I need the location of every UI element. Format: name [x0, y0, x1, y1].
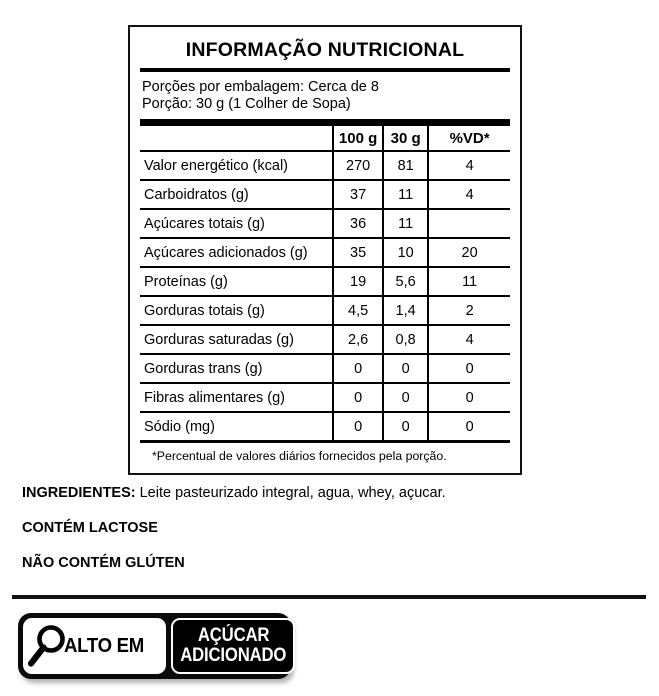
- value-percent-vd: [428, 209, 510, 238]
- portion-size: Porção: 30 g (1 Colher de Sopa): [142, 96, 351, 112]
- daily-value-footnote: *Percentual de valores diários fornecidos pela porção.: [152, 449, 447, 463]
- column-header-per-30g: 30 g: [383, 126, 428, 151]
- allergen-claim-lactose: CONTÉM LACTOSE: [22, 520, 158, 536]
- value-per-30g: 10: [383, 238, 428, 267]
- value-per-100g: 4,5: [333, 296, 383, 325]
- nutrient-name: Açúcares totais (g): [140, 209, 333, 238]
- value-per-30g: 0: [383, 383, 428, 412]
- value-percent-vd: 4: [428, 325, 510, 354]
- nutrient-name: Sódio (mg): [140, 412, 333, 442]
- value-percent-vd: 11: [428, 267, 510, 296]
- ingredients-text: Leite pasteurizado integral, agua, whey, açucar.: [135, 485, 446, 501]
- table-row: [140, 238, 510, 267]
- value-per-100g: 0: [333, 412, 383, 442]
- seal-qualifier-label: ADICIONADO: [180, 645, 287, 666]
- value-per-100g: 37: [333, 180, 383, 209]
- value-per-100g: 270: [333, 151, 383, 180]
- value-per-100g: 35: [333, 238, 383, 267]
- nutrient-name: Proteínas (g): [140, 267, 333, 296]
- nutrient-name: Gorduras totais (g): [140, 296, 333, 325]
- ingredients-label: INGREDIENTES:: [22, 485, 136, 501]
- nutrient-name: Carboidratos (g): [140, 180, 333, 209]
- value-percent-vd: 2: [428, 296, 510, 325]
- table-row: [140, 180, 510, 209]
- nutrient-name: Açúcares adicionados (g): [140, 238, 333, 267]
- value-per-100g: 0: [333, 383, 383, 412]
- value-percent-vd: 4: [428, 180, 510, 209]
- page-title: INFORMAÇÃO NUTRICIONAL: [185, 39, 465, 61]
- nutrient-name: Gorduras saturadas (g): [140, 325, 333, 354]
- value-per-30g: 1,4: [383, 296, 428, 325]
- ingredients-line: [22, 484, 622, 502]
- ingredients-section: [22, 484, 622, 589]
- value-per-30g: 5,6: [383, 267, 428, 296]
- nutrition-table-body: [140, 151, 510, 442]
- nutrient-name: Gorduras trans (g): [140, 354, 333, 383]
- table-row: [140, 412, 510, 442]
- value-per-100g: 19: [333, 267, 383, 296]
- value-per-100g: 36: [333, 209, 383, 238]
- column-header-percent-vd: %VD*: [428, 126, 510, 151]
- value-per-30g: 81: [383, 151, 428, 180]
- allergen-claim-gluten: NÃO CONTÉM GLÚTEN: [22, 555, 185, 571]
- table-row: [140, 296, 510, 325]
- column-header-nutrient: [140, 126, 333, 151]
- serving-info: [140, 78, 510, 119]
- section-divider: [12, 595, 646, 599]
- nutrient-name: Fibras alimentares (g): [140, 383, 333, 412]
- column-header-per-100g: 100 g: [333, 126, 383, 151]
- value-per-30g: 0: [383, 412, 428, 442]
- value-percent-vd: 20: [428, 238, 510, 267]
- value-per-30g: 0: [383, 354, 428, 383]
- seal-left-label: ALTO EM: [64, 634, 145, 657]
- servings-per-package: Porções por embalagem: Cerca de 8: [142, 79, 379, 95]
- nutrition-table: [140, 126, 510, 443]
- value-percent-vd: 0: [428, 354, 510, 383]
- value-per-100g: 0: [333, 354, 383, 383]
- table-row: [140, 267, 510, 296]
- title-underline: [140, 68, 510, 72]
- value-per-30g: 11: [383, 209, 428, 238]
- value-percent-vd: 4: [428, 151, 510, 180]
- nutrition-facts-panel: [128, 25, 522, 475]
- table-row: [140, 209, 510, 238]
- table-top-bar: [140, 119, 510, 126]
- seal-left-pill: [23, 618, 166, 674]
- nutrient-name: Valor energético (kcal): [140, 151, 333, 180]
- table-row: [140, 325, 510, 354]
- value-per-30g: 0,8: [383, 325, 428, 354]
- seal-right-pill: [171, 618, 295, 674]
- value-percent-vd: 0: [428, 412, 510, 442]
- table-row: [140, 151, 510, 180]
- value-per-30g: 11: [383, 180, 428, 209]
- magnifying-glass-icon: [27, 623, 67, 669]
- high-in-added-sugar-warning-seal: [18, 613, 291, 679]
- value-per-100g: 2,6: [333, 325, 383, 354]
- seal-nutrient-label: AÇÚCAR: [197, 625, 269, 646]
- table-row: [140, 354, 510, 383]
- table-header-row: [140, 126, 510, 151]
- value-percent-vd: 0: [428, 383, 510, 412]
- table-row: [140, 383, 510, 412]
